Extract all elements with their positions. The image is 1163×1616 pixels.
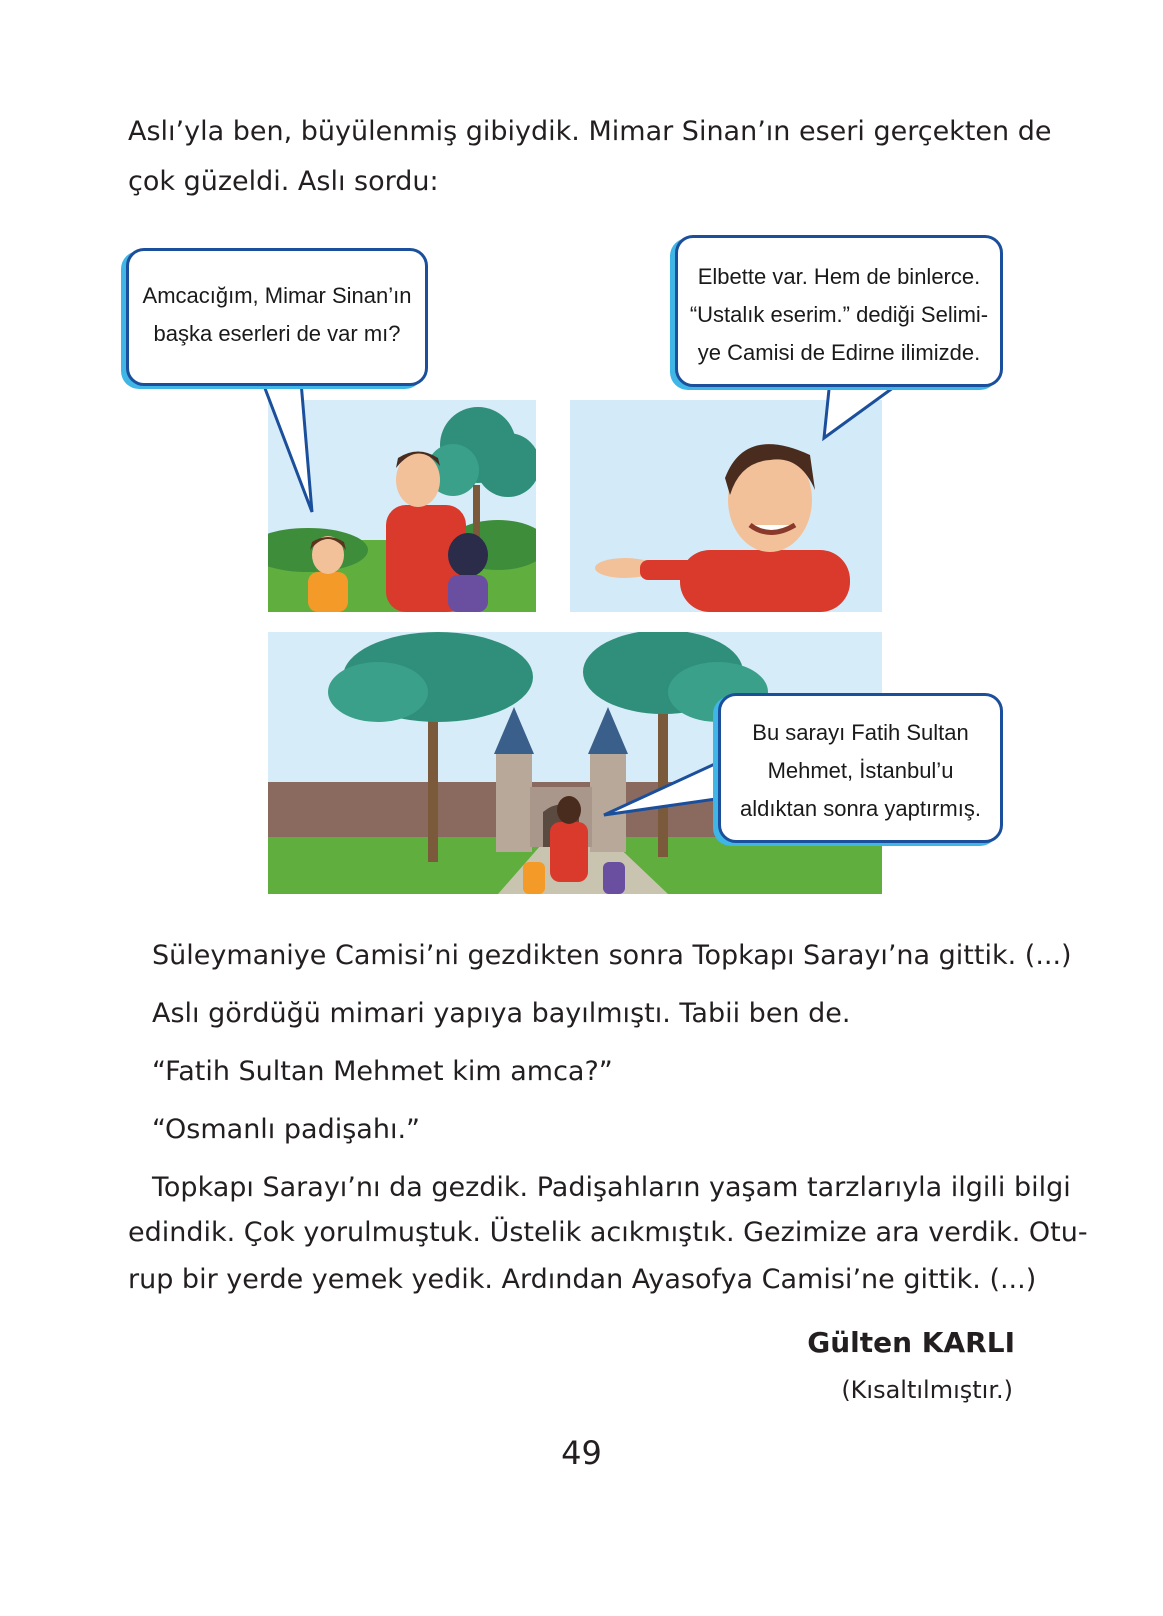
speech-bubble-uncle	[675, 235, 1003, 387]
bubble-palace-line-1: Bu sarayı Fatih Sultan	[752, 720, 969, 745]
bubble-uncle-line-3: ye Camisi de Edirne ilimizde.	[697, 340, 981, 365]
bubble-uncle-line-1: Elbette var. Hem de binlerce.	[697, 264, 981, 289]
story-paragraph-5-line-2: edindik. Çok yorulmuştuk. Üstelik acıkmıştık. Gezimize ara verdik. Otu-	[128, 1217, 1088, 1248]
bubble-palace-line-3: aldıktan sonra yaptırmış.	[740, 796, 981, 821]
bubble-palace-line-2: Mehmet, İstanbul’u	[767, 758, 954, 783]
story-paragraph-5-line-1: Topkapı Sarayı’nı da gezdik. Padişahların yaşam tarzlarıyla ilgili bilgi	[152, 1172, 1071, 1203]
story-paragraph-2: Aslı gördüğü mimari yapıya bayılmıştı. Tabii ben de.	[152, 998, 851, 1029]
story-paragraph-5-line-3: rup bir yerde yemek yedik. Ardından Ayasofya Camisi’ne gittik. (...)	[128, 1264, 1037, 1295]
story-paragraph-1: Süleymaniye Camisi’ni gezdikten sonra Topkapı Sarayı’na gittik. (...)	[152, 940, 1072, 971]
speech-bubble-palace	[718, 693, 1003, 843]
story-paragraph-3: “Fatih Sultan Mehmet kim amca?”	[152, 1056, 613, 1087]
speech-bubble-asli	[126, 248, 428, 386]
abridged-note: (Kısaltılmıştır.)	[841, 1376, 1013, 1404]
bubble-asli-line-2: başka eserleri de var mı?	[153, 321, 401, 346]
bubble-tail-asli	[240, 370, 320, 520]
page-number: 49	[561, 1434, 602, 1472]
bubble-uncle-line-2: “Ustalık eserim.” dediği Selimi-	[689, 302, 989, 327]
bubble-asli-line-1: Amcacığım, Mimar Sinan’ın	[142, 283, 412, 308]
intro-line-1: Aslı’yla ben, büyülenmiş gibiydik. Mimar Sinan’ın eseri gerçekten de	[128, 116, 1052, 147]
author-name: Gülten KARLI	[807, 1326, 1015, 1359]
story-paragraph-4: “Osmanlı padişahı.”	[152, 1114, 421, 1145]
intro-line-2: çok güzeldi. Aslı sordu:	[128, 166, 439, 197]
